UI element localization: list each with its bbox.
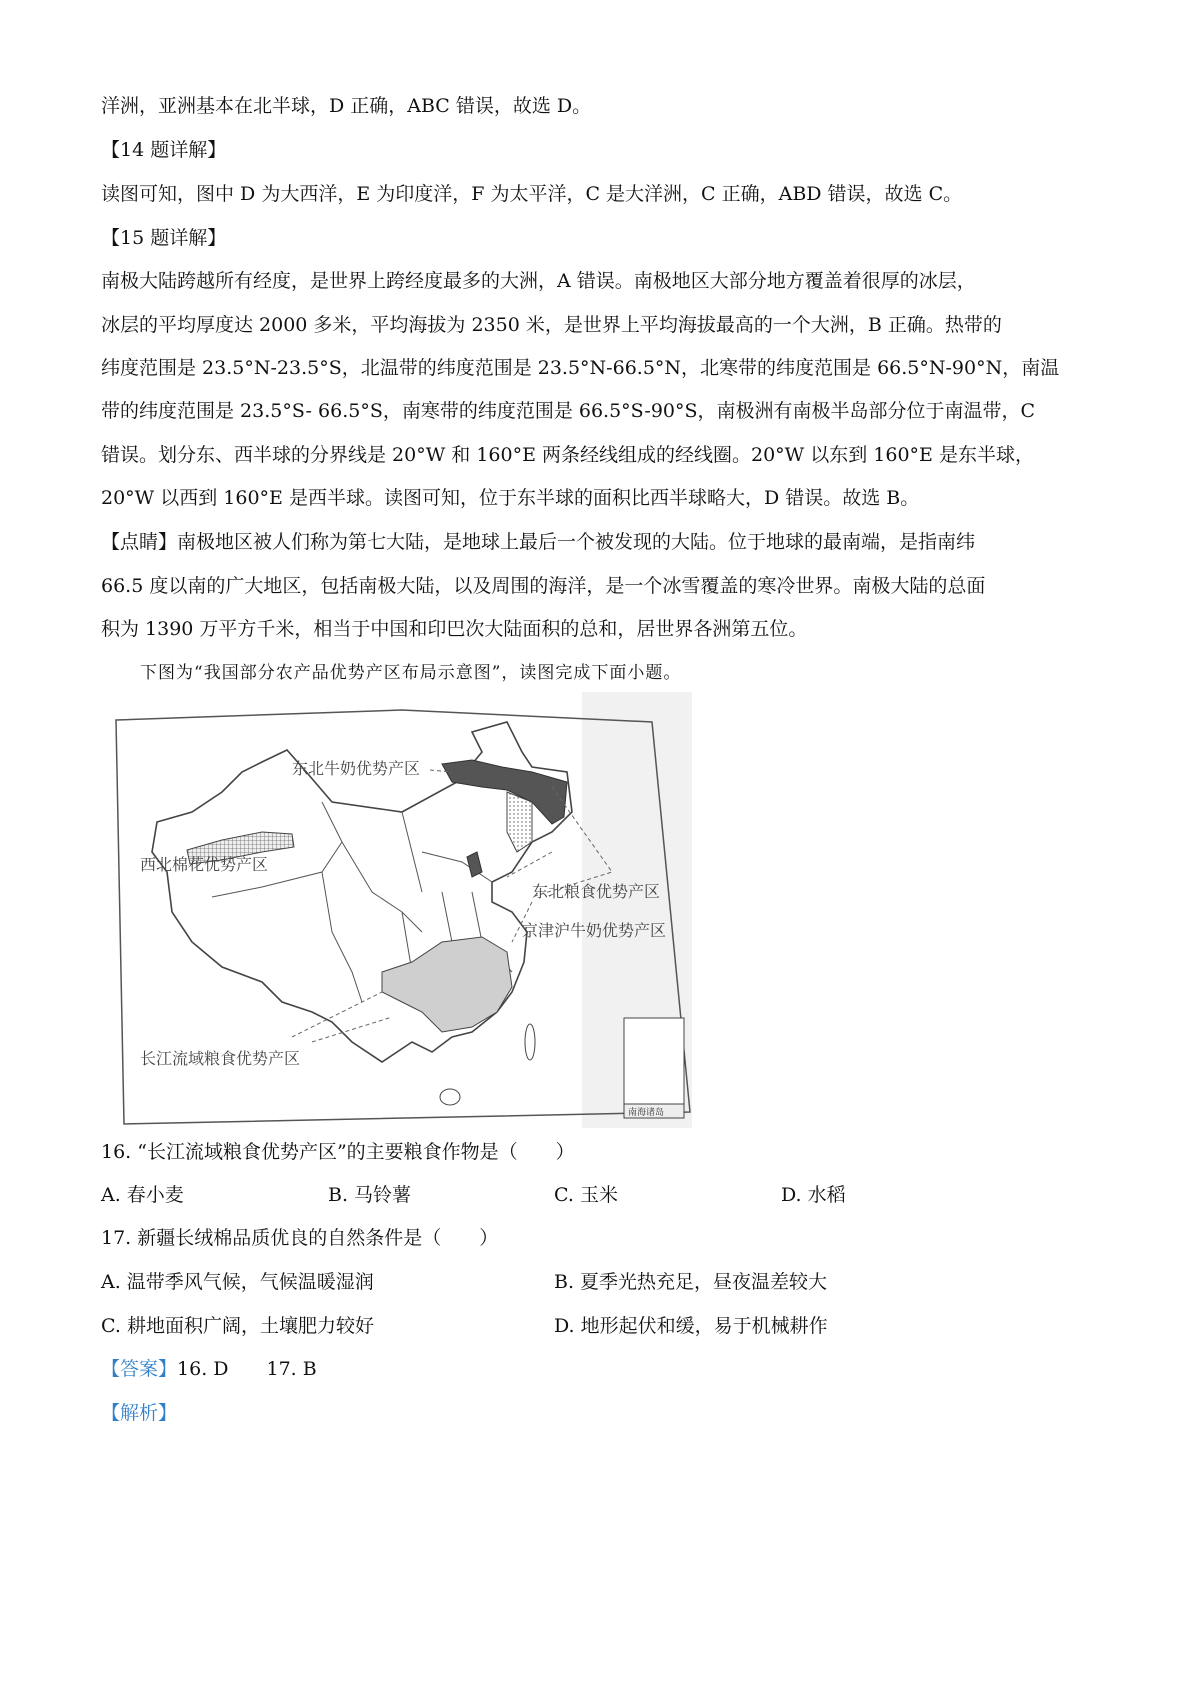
label-inset: 南海诸岛 bbox=[628, 1108, 665, 1118]
paragraph: 错误。划分东、西半球的分界线是 20°W 和 160°E 两条经线组成的经线圈。20°W 以东到 160°E 是东半球， bbox=[101, 444, 1034, 466]
paragraph: 66.5 度以南的广大地区，包括南极大陆，以及周围的海洋，是一个冰雪覆盖的寒冷世界。南极大陆的总面 bbox=[101, 575, 986, 597]
intro-text: 下图为“我国部分农产品优势产区布局示意图”，读图完成下面小题。 bbox=[140, 663, 682, 683]
label-yangtze-grain: 长江流域粮食优势产区 bbox=[140, 1049, 301, 1068]
q16-option-d: D. 水稻 bbox=[781, 1184, 846, 1206]
paragraph: 冰层的平均厚度达 2000 多米，平均海拔为 2350 米，是世界上平均海拔最高的一个大洲，B 正确。热带的 bbox=[101, 314, 1002, 336]
q16-option-a: A. 春小麦 bbox=[101, 1184, 184, 1206]
label-northwest-cotton: 西北棉花优势产区 bbox=[140, 855, 269, 874]
label-northeast-grain: 东北粮食优势产区 bbox=[532, 882, 661, 901]
paragraph: 20°W 以西到 160°E 是西半球。读图可知，位于东半球的面积比西半球略大，D 错误。故选 B。 bbox=[101, 487, 920, 509]
paragraph: 南极大陆跨越所有经度，是世界上跨经度最多的大洲，A 错误。南极地区大部分地方覆盖着很厚的冰层， bbox=[101, 270, 976, 292]
answer-text: 16. D 17. B bbox=[177, 1358, 317, 1380]
question-16: 16. “长江流域粮食优势产区”的主要粮食作物是（ ） bbox=[101, 1141, 575, 1163]
q17-option-c: C. 耕地面积广阔，土壤肥力较好 bbox=[101, 1315, 374, 1337]
answer-line bbox=[101, 1357, 317, 1381]
label-jingjinhu-milk: 京津沪牛奶优势产区 bbox=[522, 921, 667, 940]
q16-option-b: B. 马铃薯 bbox=[328, 1184, 412, 1206]
label-northeast-milk: 东北牛奶优势产区 bbox=[292, 759, 421, 778]
paragraph: 带的纬度范围是 23.5°S- 66.5°S，南寒带的纬度范围是 66.5°S-90°S，南极洲有南极半岛部分位于南温带，C bbox=[101, 400, 1036, 422]
paragraph: 纬度范围是 23.5°N-23.5°S，北温带的纬度范围是 23.5°N-66.5°N，北寒带的纬度范围是 66.5°N-90°N，南温 bbox=[101, 357, 1060, 379]
paragraph: 积为 1390 万平方千米，相当于中国和印巴次大陆面积的总和，居世界各洲第五位。 bbox=[101, 618, 808, 640]
answer-label: 【答案】 bbox=[101, 1358, 178, 1380]
analysis-label: 【解析】 bbox=[101, 1402, 178, 1424]
section-heading-15: 【15 题详解】 bbox=[101, 227, 227, 249]
q16-option-c: C. 玉米 bbox=[554, 1184, 618, 1206]
q17-option-d: D. 地形起伏和缓，易于机械耕作 bbox=[554, 1315, 828, 1337]
paragraph: 洋洲，亚洲基本在北半球，D 正确，ABC 错误，故选 D。 bbox=[101, 95, 592, 117]
q17-option-b: B. 夏季光热充足，昼夜温差较大 bbox=[554, 1271, 828, 1293]
question-17: 17. 新疆长绒棉品质优良的自然条件是（ ） bbox=[101, 1227, 499, 1249]
q17-option-a: A. 温带季风气候，气候温暖湿润 bbox=[101, 1271, 374, 1293]
section-heading-14: 【14 题详解】 bbox=[101, 139, 227, 161]
paragraph: 读图可知，图中 D 为大西洋，E 为印度洋，F 为太平洋，C 是大洋洲，C 正确，ABD 错误，故选 C。 bbox=[101, 183, 963, 205]
china-agriculture-map bbox=[112, 692, 692, 1128]
south-china-sea-inset bbox=[624, 1018, 684, 1118]
tip-paragraph: 【点睛】南极地区被人们称为第七大陆，是地球上最后一个被发现的大陆。位于地球的最南端，是指南纬 bbox=[101, 531, 976, 553]
